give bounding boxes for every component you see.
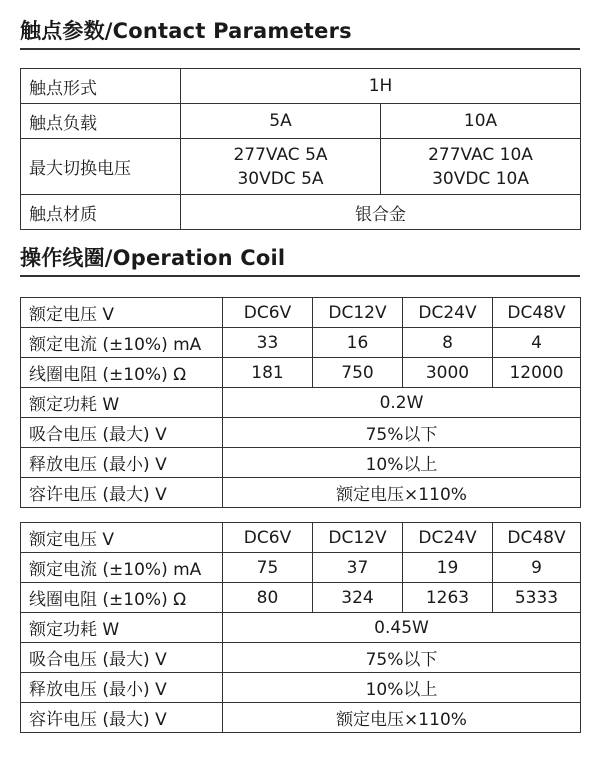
table-row <box>21 195 581 230</box>
release-voltage-label: 释放电压 (最小) V <box>21 673 223 703</box>
switching-voltage-ac: 277VAC 10A <box>428 144 533 165</box>
table-cell: 12000 <box>493 358 581 388</box>
rated-power-value: 0.45W <box>223 613 581 643</box>
table-row <box>21 139 581 195</box>
table-cell: 8 <box>403 328 493 358</box>
operation-coil-table-2 <box>20 522 581 733</box>
operation-coil-heading: 操作线圈/Operation Coil <box>20 245 580 277</box>
table-row <box>21 418 581 448</box>
contact-material-value: 银合金 <box>181 195 581 230</box>
table-cell: DC12V <box>313 523 403 553</box>
contact-form-value: 1H <box>181 69 581 104</box>
contact-parameters-table <box>20 68 581 230</box>
table-cell: 37 <box>313 553 403 583</box>
table-cell: DC6V <box>223 298 313 328</box>
table-row <box>21 69 581 104</box>
table-cell: 750 <box>313 358 403 388</box>
table-cell: DC48V <box>493 523 581 553</box>
allowable-voltage-value: 额定电压×110% <box>223 478 581 508</box>
pick-up-voltage-label: 吸合电压 (最大) V <box>21 643 223 673</box>
table-cell: DC24V <box>403 523 493 553</box>
switching-voltage-dc: 30VDC 5A <box>237 168 324 189</box>
release-voltage-value: 10%以上 <box>223 673 581 703</box>
table-row <box>21 478 581 508</box>
rated-voltage-label: 额定电压 V <box>21 523 223 553</box>
table-cell: 19 <box>403 553 493 583</box>
table-row <box>21 448 581 478</box>
table-row <box>21 613 581 643</box>
coil-resistance-label: 线圈电阻 (±10%) Ω <box>21 358 223 388</box>
release-voltage-value: 10%以上 <box>223 448 581 478</box>
operation-coil-table-1 <box>20 297 581 508</box>
pick-up-voltage-value: 75%以下 <box>223 418 581 448</box>
rated-power-label: 额定功耗 W <box>21 613 223 643</box>
table-cell: 181 <box>223 358 313 388</box>
table-row <box>21 328 581 358</box>
table-cell: 75 <box>223 553 313 583</box>
contact-load-value-2: 10A <box>381 104 581 139</box>
table-row <box>21 358 581 388</box>
max-switching-voltage-value-2 <box>381 139 581 195</box>
coil-resistance-label: 线圈电阻 (±10%) Ω <box>21 583 223 613</box>
table-cell: DC12V <box>313 298 403 328</box>
table-cell: 1263 <box>403 583 493 613</box>
table-cell: 324 <box>313 583 403 613</box>
table-cell: 16 <box>313 328 403 358</box>
table-cell: 9 <box>493 553 581 583</box>
table-cell: DC6V <box>223 523 313 553</box>
table-row <box>21 643 581 673</box>
pick-up-voltage-value: 75%以下 <box>223 643 581 673</box>
contact-parameters-heading: 触点参数/Contact Parameters <box>20 18 580 50</box>
table-row <box>21 553 581 583</box>
table-row <box>21 703 581 733</box>
max-switching-voltage-value-1 <box>181 139 381 195</box>
release-voltage-label: 释放电压 (最小) V <box>21 448 223 478</box>
table-cell: 3000 <box>403 358 493 388</box>
table-cell: 5333 <box>493 583 581 613</box>
table-row <box>21 523 581 553</box>
contact-load-label: 触点负载 <box>21 104 181 139</box>
table-cell: DC48V <box>493 298 581 328</box>
contact-load-value-1: 5A <box>181 104 381 139</box>
table-row <box>21 583 581 613</box>
rated-power-value: 0.2W <box>223 388 581 418</box>
table-cell: DC24V <box>403 298 493 328</box>
allowable-voltage-value: 额定电压×110% <box>223 703 581 733</box>
allowable-voltage-label: 容许电压 (最大) V <box>21 478 223 508</box>
switching-voltage-ac: 277VAC 5A <box>233 144 328 165</box>
table-row <box>21 298 581 328</box>
pick-up-voltage-label: 吸合电压 (最大) V <box>21 418 223 448</box>
table-row <box>21 388 581 418</box>
table-row <box>21 673 581 703</box>
table-cell: 33 <box>223 328 313 358</box>
table-cell: 80 <box>223 583 313 613</box>
rated-power-label: 额定功耗 W <box>21 388 223 418</box>
rated-current-label: 额定电流 (±10%) mA <box>21 553 223 583</box>
contact-material-label: 触点材质 <box>21 195 181 230</box>
rated-current-label: 额定电流 (±10%) mA <box>21 328 223 358</box>
table-row <box>21 104 581 139</box>
contact-form-label: 触点形式 <box>21 69 181 104</box>
switching-voltage-dc: 30VDC 10A <box>432 168 529 189</box>
allowable-voltage-label: 容许电压 (最大) V <box>21 703 223 733</box>
rated-voltage-label: 额定电压 V <box>21 298 223 328</box>
table-cell: 4 <box>493 328 581 358</box>
max-switching-voltage-label: 最大切换电压 <box>21 139 181 195</box>
